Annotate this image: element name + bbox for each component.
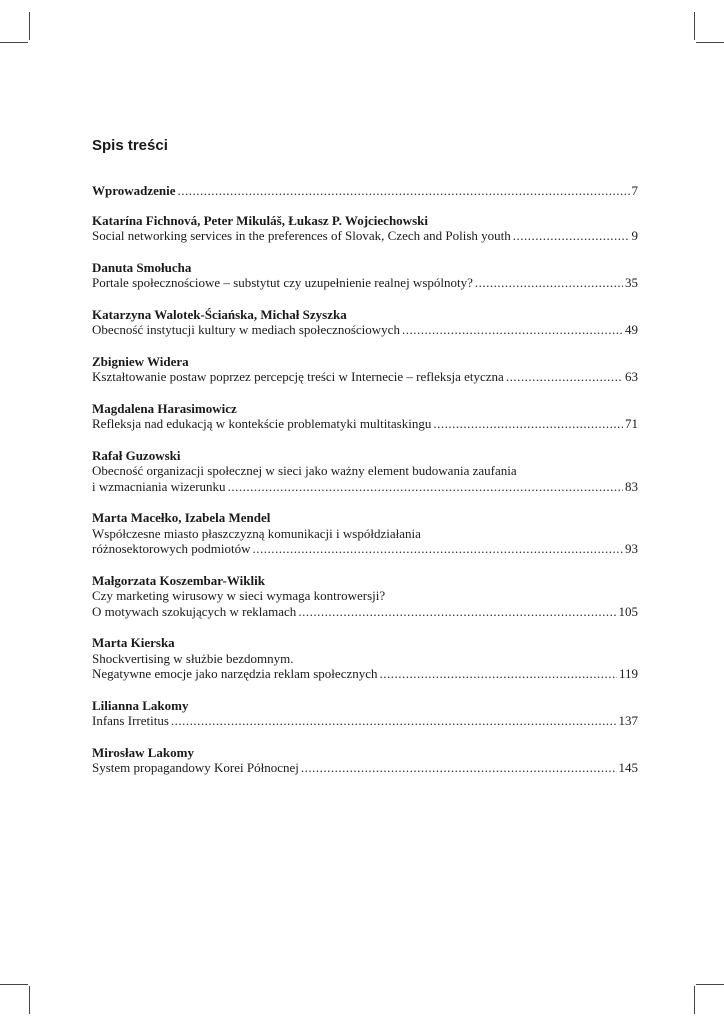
toc-line bbox=[92, 416, 638, 432]
dot-leader bbox=[253, 541, 623, 557]
toc-entry-authors: Katarína Fichnová, Peter Mikuláš, Łukasz P. Wojciechowski bbox=[92, 212, 428, 228]
toc-entry[interactable] bbox=[92, 635, 638, 682]
page-number: 105 bbox=[618, 603, 638, 619]
toc-entry-title: Refleksja nad edukacją w kontekście problematyki multitaskingu bbox=[92, 416, 432, 431]
toc-entry-authors: Lilianna Lakomy bbox=[92, 697, 189, 713]
toc-entry-authors: Zbigniew Widera bbox=[92, 353, 189, 369]
toc-line bbox=[92, 275, 638, 291]
toc-entry-authors: Magdalena Harasimowicz bbox=[92, 400, 237, 416]
toc-entry-title: Portale społecznościowe – substytut czy uzupełnienie realnej wspólnoty? bbox=[92, 275, 473, 290]
toc-line bbox=[92, 369, 638, 385]
page-number: 49 bbox=[625, 322, 638, 337]
dot-leader bbox=[513, 228, 630, 244]
dot-leader bbox=[380, 666, 617, 682]
dot-leader bbox=[178, 183, 630, 199]
crop-mark-bottom-left-horizontal bbox=[0, 984, 28, 985]
page-number: 145 bbox=[618, 760, 638, 775]
toc-line bbox=[92, 666, 638, 682]
page-number: 71 bbox=[625, 416, 638, 431]
toc-entry-authors: Małgorzata Koszembar-Wiklik bbox=[92, 572, 265, 588]
toc-entry[interactable] bbox=[92, 213, 638, 244]
dot-leader bbox=[228, 479, 623, 495]
toc-entry-title-line: Współczesne miasto płaszczyzną komunikacji i współdziałania bbox=[92, 525, 421, 541]
toc-line bbox=[92, 183, 638, 199]
toc-entry-title: O motywach szokujących w reklamach bbox=[92, 603, 297, 619]
toc-entry-authors: Rafał Guzowski bbox=[92, 447, 181, 463]
toc-entry[interactable] bbox=[92, 401, 638, 432]
dot-leader bbox=[171, 713, 617, 729]
crop-mark-top-right-horizontal bbox=[696, 42, 724, 43]
toc-entry-authors: Mirosław Lakomy bbox=[92, 744, 194, 760]
toc-entry-title: Infans Irretitus bbox=[92, 713, 169, 728]
crop-mark-top-left-vertical bbox=[29, 12, 30, 40]
toc-entry-title: Kształtowanie postaw poprzez percepcję treści w Internecie – refleksja etyczna bbox=[92, 369, 504, 384]
crop-mark-bottom-right-vertical bbox=[694, 986, 695, 1014]
page-number: 93 bbox=[625, 541, 638, 556]
crop-mark-top-left-horizontal bbox=[0, 42, 28, 43]
toc-line bbox=[92, 228, 638, 244]
toc-entry[interactable] bbox=[92, 307, 638, 338]
toc-entry[interactable] bbox=[92, 354, 638, 385]
toc-entry-title: różnosektorowych podmiotów bbox=[92, 541, 251, 556]
toc-line bbox=[92, 541, 638, 557]
toc-entry-title: System propagandowy Korei Północnej bbox=[92, 760, 299, 775]
page-number: 63 bbox=[625, 369, 638, 384]
toc-entry-title: Obecność instytucji kultury w mediach społecznościowych bbox=[92, 322, 400, 337]
dot-leader bbox=[506, 369, 623, 385]
page-number: 9 bbox=[631, 228, 638, 243]
toc-entry[interactable] bbox=[92, 745, 638, 776]
toc-entry[interactable] bbox=[92, 698, 638, 729]
toc-entry-title: Social networking services in the preferences of Slovak, Czech and Polish youth bbox=[92, 228, 511, 243]
toc-entry[interactable] bbox=[92, 448, 638, 495]
toc-entry-title: Negatywne emocje jako narzędzia reklam społecznych bbox=[92, 666, 378, 681]
toc-entry-title: i wzmacniania wizerunku bbox=[92, 478, 226, 494]
toc-entry-title: Wprowadzenie bbox=[92, 183, 176, 198]
toc-line bbox=[92, 604, 638, 620]
toc-entry-intro[interactable] bbox=[92, 183, 638, 199]
toc-entry[interactable] bbox=[92, 260, 638, 291]
toc-line bbox=[92, 322, 638, 338]
toc-entry-authors: Marta Macełko, Izabela Mendel bbox=[92, 510, 271, 525]
table-of-contents bbox=[92, 183, 638, 792]
dot-leader bbox=[298, 604, 616, 620]
page-number: 35 bbox=[625, 275, 638, 290]
toc-entry[interactable] bbox=[92, 510, 638, 557]
page-title: Spis treści bbox=[92, 137, 168, 154]
toc-line bbox=[92, 760, 638, 776]
page-number: 7 bbox=[631, 183, 638, 198]
page-number: 83 bbox=[625, 478, 638, 494]
page-number: 137 bbox=[618, 713, 638, 728]
toc-line bbox=[92, 713, 638, 729]
toc-entry-authors: Marta Kierska bbox=[92, 635, 175, 650]
dot-leader bbox=[475, 275, 623, 291]
toc-entry-title-line: Shockvertising w służbie bezdomnym. bbox=[92, 650, 294, 666]
toc-line bbox=[92, 479, 638, 495]
crop-mark-bottom-left-vertical bbox=[29, 986, 30, 1014]
toc-entry-title-line: Czy marketing wirusowy w sieci wymaga kontrowersji? bbox=[92, 588, 386, 603]
crop-mark-top-right-vertical bbox=[694, 12, 695, 40]
toc-entry-authors: Danuta Smołucha bbox=[92, 259, 192, 275]
toc-entry-title-line: Obecność organizacji społecznej w sieci jako ważny element budowania zaufania bbox=[92, 463, 517, 478]
crop-mark-bottom-right-horizontal bbox=[696, 984, 724, 985]
page-number: 119 bbox=[618, 666, 638, 681]
toc-entry-authors: Katarzyna Walotek-Ściańska, Michał Szyszka bbox=[92, 306, 347, 322]
dot-leader bbox=[433, 416, 623, 432]
toc-entry[interactable] bbox=[92, 573, 638, 620]
dot-leader bbox=[301, 760, 617, 776]
dot-leader bbox=[402, 322, 623, 338]
